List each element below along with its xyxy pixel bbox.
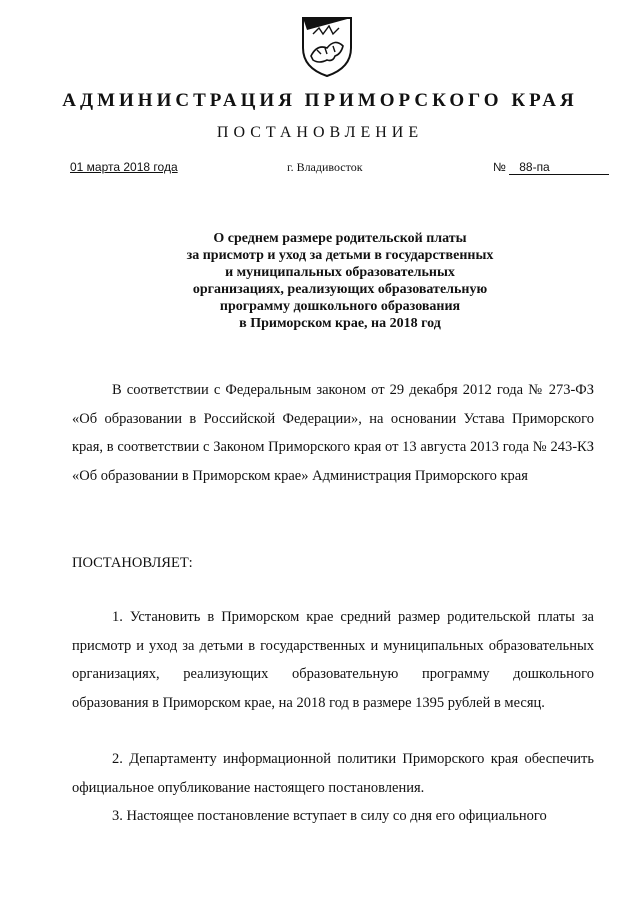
- title-line: программу дошкольного образования: [219, 299, 461, 314]
- organization-name: АДМИНИСТРАЦИЯ ПРИМОРСКОГО КРАЯ: [62, 90, 578, 111]
- clause-1: 1. Установить в Приморском крае средний размер родительской платы за присмотр и уход за детьми в государственных и муниципальных образовательных организациях, реализующих образовательную программу дошкольного образования в Приморском крае, на 2018 год в размере 1395 рублей в месяц.: [72, 609, 594, 711]
- document-city: г. Владивосток: [287, 160, 363, 174]
- title-line: в Приморском крае, на 2018 год: [239, 316, 441, 331]
- document-number-block: [493, 160, 609, 175]
- clause-2: 2. Департаменту информационной политики Приморского края обеспечить официальное опубликование настоящего постановления.: [72, 751, 594, 796]
- document-title: [100, 230, 580, 332]
- document-type: ПОСТАНОВЛЕНИЕ: [216, 124, 424, 141]
- decree-word: ПОСТАНОВЛЯЕТ:: [72, 555, 193, 571]
- preamble-paragraph: В соответствии с Федеральным законом от 29 декабря 2012 года № 273-ФЗ «Об образовании в Российской Федерации», на основании Устава Приморского края, в соответствии с Законом Приморского края от 13 августа 2013 года № 243-КЗ «Об образовании в Приморском крае» Администрация Приморского края: [72, 382, 594, 484]
- coat-of-arms-icon: [297, 10, 357, 80]
- document-date: 01 марта 2018 года: [70, 160, 178, 174]
- number-prefix: №: [493, 160, 506, 174]
- title-line: и муниципальных образовательных: [225, 265, 455, 280]
- title-line: О среднем размере родительской платы: [213, 231, 467, 246]
- title-line: организациях, реализующих образовательную: [192, 282, 488, 297]
- clause-3: 3. Настоящее постановление вступает в силу со дня его официального: [112, 808, 547, 824]
- document-number: 88-па: [509, 160, 609, 175]
- title-line: за присмотр и уход за детьми в государственных: [186, 248, 494, 263]
